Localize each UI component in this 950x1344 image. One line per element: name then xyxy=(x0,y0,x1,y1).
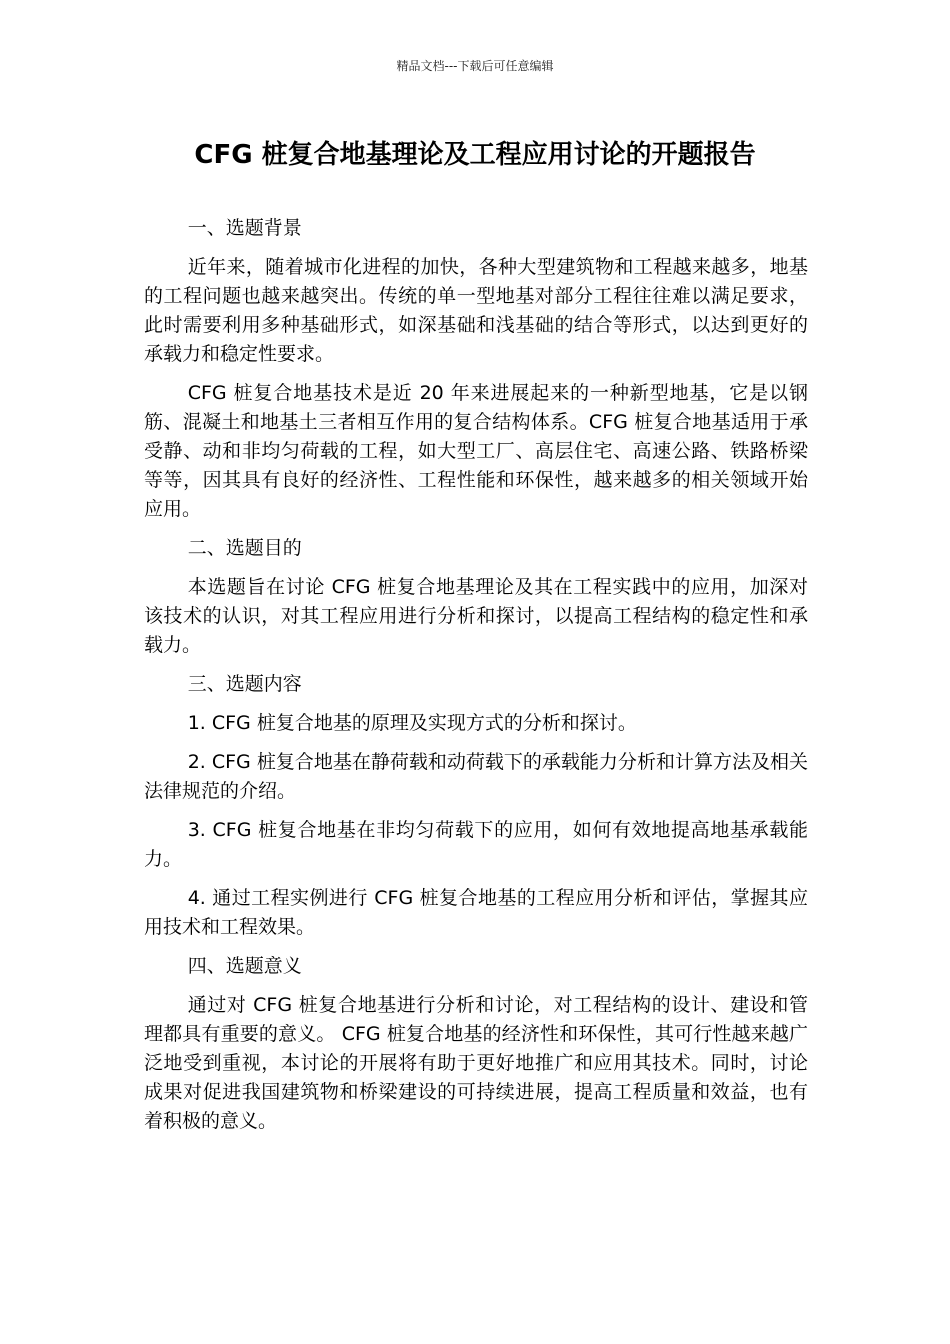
list-item: 3. CFG 桩复合地基在非均匀荷载下的应用，如何有效地提高地基承载能力。 xyxy=(144,819,808,870)
paragraph: 本选题旨在讨论 CFG 桩复合地基理论及其在工程实践中的应用，加深对该技术的认识，对其工程应用进行分析和探讨，以提高工程结构的稳定性和承载力。 xyxy=(144,576,808,656)
list-item: 2. CFG 桩复合地基在静荷载和动荷载下的承载能力分析和计算方法及相关法律规范的介绍。 xyxy=(144,751,808,802)
document-title: CFG 桩复合地基理论及工程应用讨论的开题报告 xyxy=(194,140,756,170)
section-heading-purpose: 二、选题目的 xyxy=(187,537,302,559)
paragraph: 通过对 CFG 桩复合地基进行分析和讨论，对工程结构的设计、建设和管理都具有重要的意义。 CFG 桩复合地基的经济性和环保性，其可行性越来越广泛地受到重视，本讨论的开展将有助于更好地推广和应用其技术。同时，讨论成果对促进我国建筑物和桥梁建设的可持续进展，提高工程质量和效益，也有着积极的意义。 xyxy=(144,994,808,1132)
paragraph: CFG 桩复合地基技术是近 20 年来进展起来的一种新型地基，它是以钢筋、混凝土和地基土三者相互作用的复合结构体系。CFG 桩复合地基适用于承受静、动和非均匀荷载的工程，如大型工厂、高层住宅、高速公路、铁路桥梁等等，因其具有良好的经济性、工程性能和环保性，越来越多的相关领域开始应用。 xyxy=(144,382,808,520)
section-heading-background: 一、选题背景 xyxy=(187,217,302,239)
document-body xyxy=(144,214,808,1146)
list-item: 1. CFG 桩复合地基的原理及实现方式的分析和探讨。 xyxy=(187,712,637,734)
page-header: 精品文档---下载后可任意编辑 xyxy=(396,59,554,73)
section-heading-content: 三、选题内容 xyxy=(187,673,302,695)
paragraph: 近年来，随着城市化进程的加快，各种大型建筑物和工程越来越多，地基的工程问题也越来越突出。传统的单一型地基对部分工程往往难以满足要求，此时需要利用多种基础形式，如深基础和浅基础的结合等形式，以达到更好的承载力和稳定性要求。 xyxy=(144,256,808,365)
section-heading-significance: 四、选题意义 xyxy=(187,955,302,977)
list-item: 4. 通过工程实例进行 CFG 桩复合地基的工程应用分析和评估，掌握其应用技术和工程效果。 xyxy=(144,887,808,938)
